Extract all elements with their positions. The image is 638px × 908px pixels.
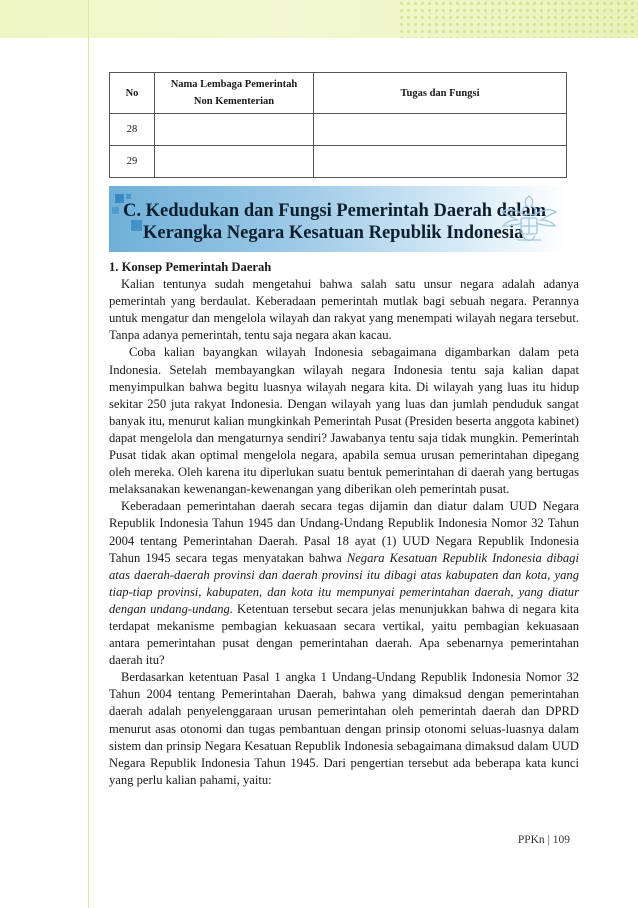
row-number: 28: [110, 114, 155, 146]
subheading: 1. Konsep Pemerintah Daerah: [109, 260, 272, 274]
margin-line: [88, 0, 89, 908]
paragraph-3-quote: Negara Kesatuan Republik Indonesia dibagi atas daerah-daerah provinsi dan daerah provinsi itu dibagi atas kabupaten dan kota, yang tiap-tiap provinsi, kabupaten, dan kota itu mempunyai pemerintahan daerah, yang diatur dengan undang-undang.: [109, 550, 579, 616]
paragraph-3-end: Ketentuan tersebut secara jelas menunjukkan bahwa di negara kita terdapat mekanisme pembagian kekuasaan secara vertikal, yaitu pembagian kekuasaan antara pemerintahan pusat dengan pemerintahan daerah. Apa sebenarnya pemerintahan daerah itu?: [109, 601, 579, 668]
row-tugas-cell: [314, 114, 567, 146]
footer-separator: |: [547, 834, 550, 846]
header-no: No: [110, 73, 155, 114]
page-top-dots: [398, 0, 638, 38]
page-footer: [450, 834, 570, 846]
row-nama-cell: [155, 114, 314, 146]
lembaga-table: [109, 72, 567, 178]
header-nama-line1: Nama Lembaga Pemerintah: [170, 79, 298, 90]
section-heading-banner: [109, 186, 567, 252]
header-nama-line2: Non Kementerian: [193, 96, 275, 107]
paragraph-3: [109, 498, 579, 669]
paragraph-4: Berdasarkan ketentuan Pasal 1 angka 1 Undang-Undang Republik Indonesia Nomor 32 Tahun 2004 tentang Pemerintahan Daerah, bahwa yang dimaksud dengan pemerintahan daerah adalah penyelenggaraan urusan pemerintahan oleh pemerintah daerah dan DPRD menurut asas otonomi dan tugas pembantuan dengan prinsip otonomi seluas-luasnya dalam sistem dan prinsip Negara Kesatuan Republik Indonesia sebagaimana dimaksud dalam UUD Negara Republik Indonesia Tahun 1945. Dari pengertian tersebut ada beberapa kata kunci yang perlu kalian pahami, yaitu:: [109, 670, 579, 787]
table-header-row: [110, 73, 567, 114]
header-nama-lembaga: [155, 73, 314, 114]
row-tugas-cell: [314, 146, 567, 178]
paragraph-1: Kalian tentunya sudah mengetahui bahwa salah satu unsur negara adalah adanya pemerintah yang berdaulat. Keberadaan pemerintah mutlak bagi sebuah negara. Perannya untuk mengatur dan mengelola wilayah dan rakyat yang menempati wilayah negara tersebut. Tanpa adanya pemerintah, tentu saja negara akan kacau.: [109, 277, 579, 343]
footer-book-label: PPKn: [517, 834, 545, 846]
body-content: [109, 259, 579, 789]
section-title: [123, 200, 546, 244]
section-title-line2: Kerangka Negara Kesatuan Republik Indonesia: [143, 223, 524, 243]
section-title-line1: C. Kedudukan dan Fungsi Pemerintah Daerah dalam: [123, 201, 546, 221]
paragraph-3-start: Keberadaan pemerintahan daerah secara tegas dijamin dan diatur dalam UUD Negara Republik Indonesia Tahun 1945 dan Undang-Undang Republik Indonesia Nomor 32 Tahun 2004 tentang Pemerintahan Daerah. Pasal 18 ayat (1) UUD Negara Republik Indonesia Tahun 1945 secara tegas menyatakan bahwa: [109, 499, 579, 565]
header-tugas-fungsi: Tugas dan Fungsi: [314, 73, 567, 114]
row-nama-cell: [155, 146, 314, 178]
table-row: [110, 146, 567, 178]
row-number: 29: [110, 146, 155, 178]
paragraph-2: Coba kalian bayangkan wilayah Indonesia sebagaimana digambarkan dalam peta Indonesia. Setelah membayangkan wilayah negara Indonesia tentu saja kalian dapat menyimpulkan bahwa begitu luasnya wilayah negara kita. Di wilayah yang luas itu hidup sekitar 250 juta rakyat Indonesia. Dengan wilayah yang luas dan jumlah penduduk sangat banyak itu, menurut kalian mungkinkah Pemerintah Pusat (Presiden beserta anggota kabinet) dapat mengelola dan mengaturnya sendiri? Jawabanya tentu saja tidak mungkin. Pemerintah Pusat tidak akan optimal mengelola negara, apabila semua urusan pemerintahan dipegang oleh mereka. Oleh karena itu diperlukan suatu bentuk pemerintahan di daerah yang bertugas melaksanakan kewenangan-kewenangan yang diberikan oleh pemerintah pusat.: [109, 345, 579, 497]
garuda-emblem-icon: [499, 190, 559, 248]
table-row: [110, 114, 567, 146]
page-number: 109: [552, 834, 570, 846]
